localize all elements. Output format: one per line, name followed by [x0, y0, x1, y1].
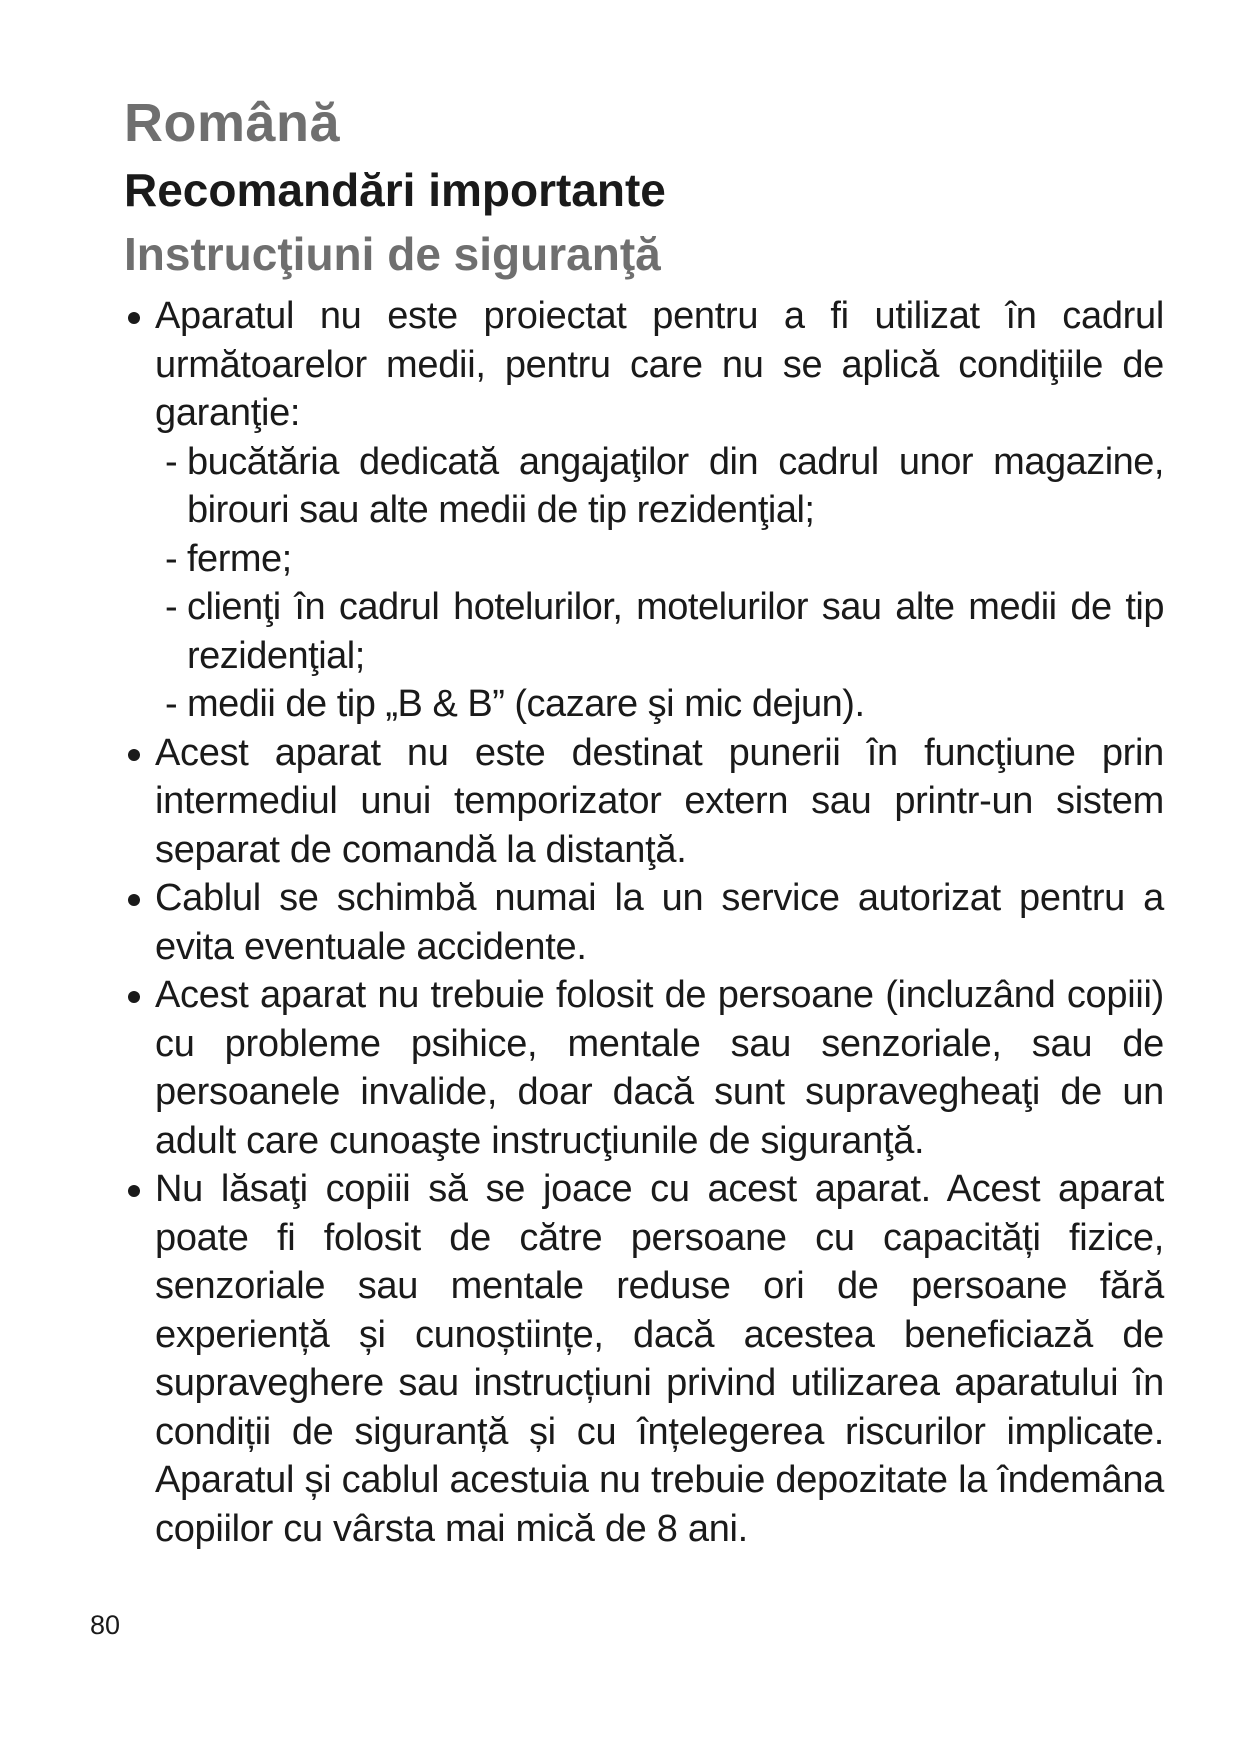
bullet-icon: [128, 312, 140, 324]
list-item-text: Acest aparat nu este destinat punerii în funcţiune prin intermediul unui temporizator extern sau printr-un sistem separat de comandă la distanţă.: [155, 731, 1164, 871]
sub-list-item-text: clienţi în cadrul hotelurilor, motelurilor sau alte medii de tip rezidenţial;: [187, 586, 1164, 677]
list-item: [124, 971, 1164, 1165]
list-item-text: Nu lăsaţi copiii să se joace cu acest aparat. Acest aparat poate fi folosit de către persoane cu capacități fizice, senzoriale sau mentale reduse ori de persoane fără experiență și cunoștiințe, dacă acestea beneficiază de supraveghere sau instrucțiuni privind utilizarea aparatului în condiții de siguranță și cu înțelegerea riscurilor implicate. Aparatul și cablul acestuia nu trebuie depozitate la îndemâna copiilor cu vârsta mai mică de 8 ani.: [155, 1168, 1164, 1550]
list-item-text: Cablul se schimbă numai la un service autorizat pentru a evita eventuale accidente.: [155, 877, 1164, 968]
environments-sublist: [155, 438, 1164, 729]
subsection-title: Instrucţiuni de siguranţă: [124, 228, 661, 280]
bullet-icon: [128, 991, 140, 1003]
sub-list-item-text: ferme;: [187, 537, 292, 580]
list-item: [124, 1165, 1164, 1553]
dash-marker: -: [165, 440, 178, 483]
bullet-icon: [128, 1185, 140, 1197]
sub-list-item: [165, 680, 1164, 729]
list-item: [124, 874, 1164, 971]
section-title: Recomandări importante: [124, 164, 666, 216]
sub-list-item-text: bucătăria dedicată angajaţilor din cadrul unor magazine, birouri sau alte medii de tip rezidenţial;: [187, 440, 1164, 531]
sub-list-item: [165, 438, 1164, 535]
sub-list-item: [165, 583, 1164, 680]
list-item-text: Aparatul nu este proiectat pentru a fi utilizat în cadrul următoarelor medii, pentru care nu se aplică condiţiile de garanţie:: [155, 295, 1164, 434]
manual-page: [124, 92, 1164, 1553]
page-number: 80: [90, 1610, 121, 1640]
list-item: [124, 292, 1164, 729]
safety-instructions-list: [124, 292, 1164, 1553]
dash-marker: -: [165, 537, 178, 580]
bullet-icon: [128, 749, 140, 761]
sub-list-item-text: medii de tip „B & B” (cazare şi mic dejun).: [187, 683, 865, 725]
dash-marker: -: [165, 586, 178, 628]
list-item-text: Acest aparat nu trebuie folosit de persoane (incluzând copiii) cu probleme psihice, mentale sau senzoriale, sau de persoanele invalide, doar dacă sunt supravegheaţi de un adult care cunoaşte instrucţiunile de siguranţă.: [155, 974, 1164, 1162]
language-heading: Română: [124, 93, 341, 153]
list-item: [124, 729, 1164, 875]
bullet-icon: [128, 894, 140, 906]
dash-marker: -: [165, 683, 178, 725]
sub-list-item: [165, 535, 1164, 584]
